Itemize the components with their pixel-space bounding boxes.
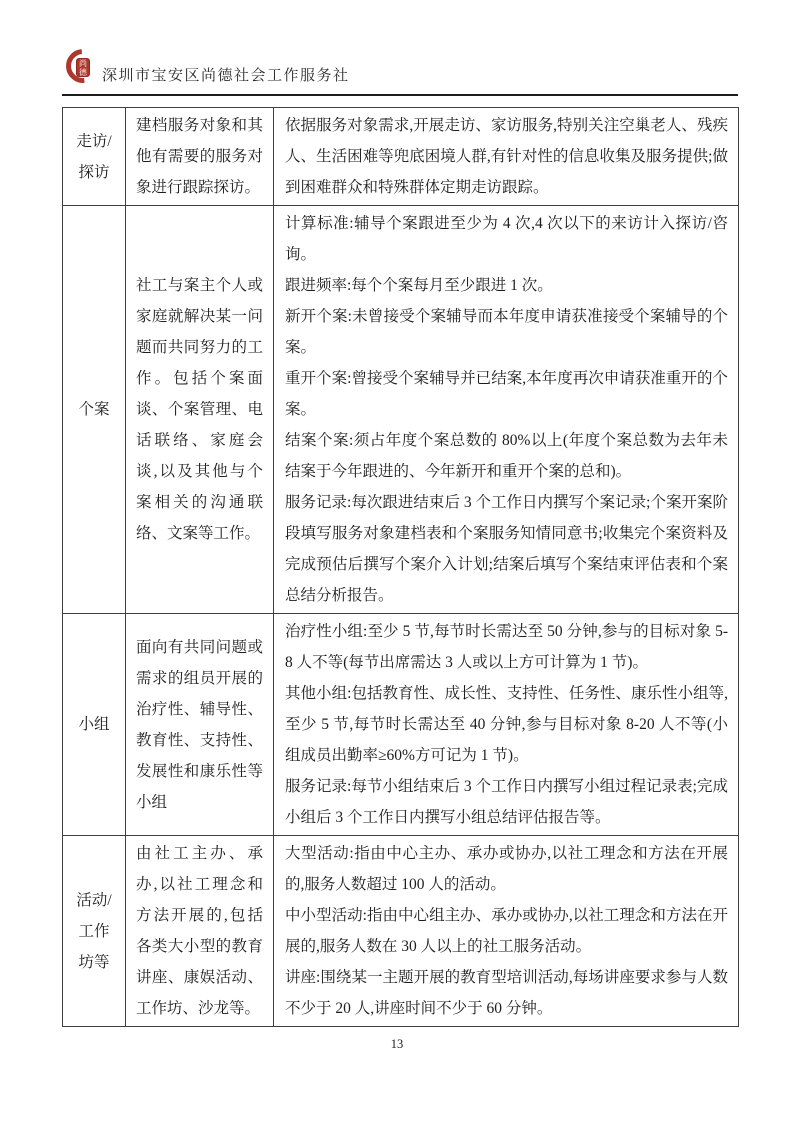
page-number: 13 (390, 1037, 404, 1051)
standards-paragraph: 服务记录:每次跟进结束后 3 个工作日内撰写个案记录;个案开案阶段填写服务对象建档表和个案服务知情同意书;收集完个案资料及完成预估后撰写个案介入计划;结案后填写个案结束评估表和个案总结分析报告。 (285, 494, 728, 604)
standards-paragraph: 讲座:围绕某一主题开展的教育型培训活动,每场讲座要求参与人数不少于 20 人,讲座时间不少于 60 分钟。 (285, 969, 728, 1017)
standards-paragraph: 中小型活动:指由中心组主办、承办或协办,以社工理念和方法在开展的,服务人数在 30 人以上的社工服务活动。 (285, 907, 728, 955)
standards-paragraph: 结案个案:须占年度个案总数的 80%以上(年度个案总数为去年未结案于今年跟进的、今年新开和重开个案的总和)。 (285, 432, 728, 480)
table-row (63, 206, 739, 614)
table-row (63, 108, 739, 206)
standards-cell (274, 206, 739, 614)
header-divider (62, 94, 738, 96)
category-cell: 个案 (63, 206, 126, 614)
standards-paragraph: 服务记录:每节小组结束后 3 个工作日内撰写小组过程记录表;完成小组后 3 个工作日内撰写小组总结评估报告等。 (285, 778, 728, 826)
logo-seal-icon: 尚德 (76, 58, 90, 77)
org-logo-icon (66, 46, 102, 88)
standards-paragraph: 重开个案:曾接受个案辅导并已结案,本年度再次申请获准重开的个案。 (285, 370, 728, 418)
definition-cell: 社工与案主个人或家庭就解决某一问题而共同努力的工作。包括个案面谈、个案管理、电话联络、家庭会谈,以及其他与个案相关的沟通联络、文案等工作。 (126, 206, 274, 614)
standards-cell (274, 108, 739, 206)
standards-cell (274, 836, 739, 1027)
org-name: 深圳市宝安区尚德社会工作服务社 (102, 68, 350, 84)
service-standards-table (62, 107, 739, 1027)
table-row (63, 614, 739, 836)
definition-cell: 建档服务对象和其他有需要的服务对象进行跟踪探访。 (126, 108, 274, 206)
standards-paragraph: 新开个案:未曾接受个案辅导而本年度申请获准接受个案辅导的个案。 (285, 308, 728, 356)
page-header (66, 46, 350, 88)
category-cell: 走访/探访 (63, 108, 126, 206)
standards-paragraph: 跟进频率:每个个案每月至少跟进 1 次。 (285, 277, 553, 294)
definition-cell: 由社工主办、承办,以社工理念和方法开展的,包括各类大小型的教育讲座、康娱活动、工作坊、沙龙等。 (126, 836, 274, 1027)
definition-cell: 面向有共同问题或需求的组员开展的治疗性、辅导性、教育性、支持性、发展性和康乐性等小组 (126, 614, 274, 836)
standards-paragraph: 治疗性小组:至少 5 节,每节时长需达至 50 分钟,参与的目标对象 5-8 人不等(每节出席需达 3 人或以上方可计算为 1 节)。 (285, 623, 728, 671)
standards-paragraph: 依据服务对象需求,开展走访、家访服务,特别关注空巢老人、残疾人、生活困难等兜底困境人群,有针对性的信息收集及服务提供;做到困难群众和特殊群体定期走访跟踪。 (285, 117, 728, 196)
category-cell: 小组 (63, 614, 126, 836)
table-row (63, 836, 739, 1027)
standards-paragraph: 计算标准:辅导个案跟进至少为 4 次,4 次以下的来访计入探访/咨询。 (285, 215, 728, 263)
standards-paragraph: 大型活动:指由中心主办、承办或协办,以社工理念和方法在开展的,服务人数超过 100 人的活动。 (285, 845, 728, 893)
standards-cell (274, 614, 739, 836)
category-cell: 活动/工作坊等 (63, 836, 126, 1027)
standards-paragraph: 其他小组:包括教育性、成长性、支持性、任务性、康乐性小组等,至少 5 节,每节时长需达至 40 分钟,参与目标对象 8-20 人不等(小组成员出勤率≥60%方可记为 1 节)。 (285, 685, 728, 764)
